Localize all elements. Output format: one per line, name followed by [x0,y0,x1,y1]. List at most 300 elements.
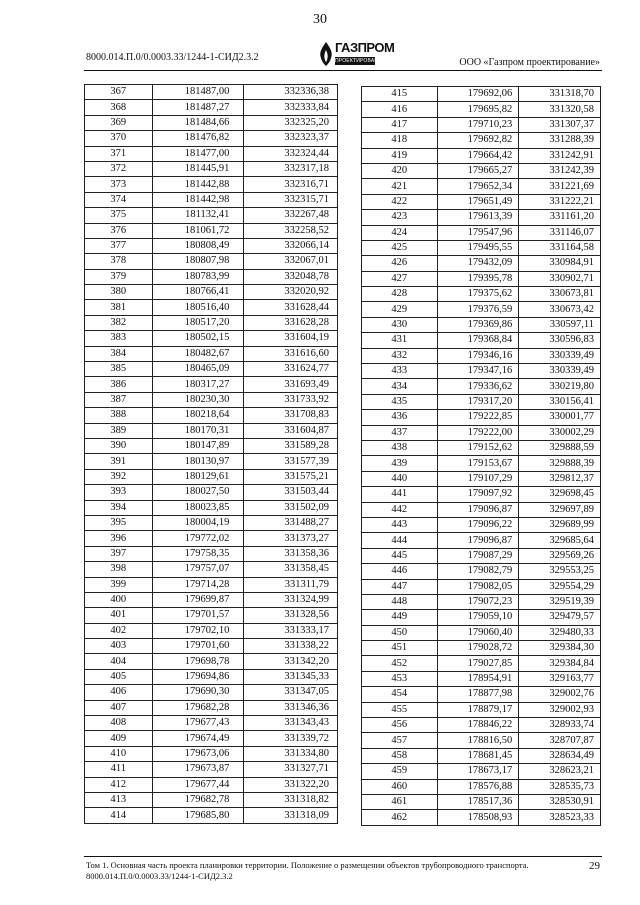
coord-y-cell: 329480,33 [519,625,601,640]
point-number-cell: 421 [362,179,438,194]
coord-y-cell: 331346,36 [244,700,338,715]
point-number-cell: 419 [362,148,438,163]
table-row [362,579,601,594]
coord-y-cell: 330002,29 [519,425,601,440]
coord-x-cell: 179495,55 [437,240,519,255]
coord-y-cell: 329002,93 [519,702,601,717]
point-number-cell: 372 [85,161,153,176]
coord-y-cell: 331311,79 [244,577,338,592]
point-number-cell: 438 [362,440,438,455]
point-number-cell: 381 [85,300,153,315]
coord-y-cell: 331324,99 [244,592,338,607]
table-row [362,548,601,563]
coord-x-cell: 180517,20 [152,315,244,330]
point-number-cell: 383 [85,331,153,346]
coord-x-cell: 180147,89 [152,438,244,453]
coord-x-cell: 179087,29 [437,548,519,563]
coord-y-cell: 331328,56 [244,608,338,623]
point-number-cell: 375 [85,208,153,223]
point-number-cell: 430 [362,317,438,332]
coord-y-cell: 330673,42 [519,302,601,317]
table-row [85,223,338,238]
point-number-cell: 435 [362,394,438,409]
coord-y-cell: 332048,78 [244,269,338,284]
table-row [362,687,601,702]
coord-y-cell: 331318,82 [244,792,338,807]
point-number-cell: 457 [362,733,438,748]
coord-x-cell: 179701,60 [152,639,244,654]
coord-x-cell: 179651,49 [437,194,519,209]
point-number-cell: 403 [85,639,153,654]
coord-x-cell: 179317,20 [437,394,519,409]
table-row [85,362,338,377]
point-number-cell: 446 [362,564,438,579]
coord-x-cell: 179082,05 [437,579,519,594]
point-number-cell: 393 [85,485,153,500]
table-row [85,408,338,423]
coord-y-cell: 329697,89 [519,502,601,517]
table-row [85,454,338,469]
coord-x-cell: 179714,28 [152,577,244,592]
coord-y-cell: 329888,39 [519,456,601,471]
table-row [85,100,338,115]
coord-y-cell: 332020,92 [244,285,338,300]
point-number-cell: 458 [362,748,438,763]
point-number-cell: 404 [85,654,153,669]
coord-x-cell: 178673,17 [437,764,519,779]
point-number-cell: 399 [85,577,153,592]
table-row [362,364,601,379]
coord-y-cell: 329888,59 [519,440,601,455]
point-number-cell: 411 [85,762,153,777]
coord-x-cell: 178846,22 [437,718,519,733]
coordinates-table-left [84,84,338,824]
coord-x-cell: 179673,06 [152,746,244,761]
point-number-cell: 370 [85,131,153,146]
table-row [85,500,338,515]
coord-y-cell: 329812,37 [519,471,601,486]
table-row [85,669,338,684]
table-row [85,700,338,715]
coord-x-cell: 179690,30 [152,685,244,700]
coord-x-cell: 179547,96 [437,225,519,240]
table-row [362,379,601,394]
coord-y-cell: 332066,14 [244,238,338,253]
coord-x-cell: 178879,17 [437,702,519,717]
coord-y-cell: 331488,27 [244,515,338,530]
table-row [362,733,601,748]
coord-x-cell: 179395,78 [437,271,519,286]
coord-x-cell: 179664,42 [437,148,519,163]
coord-x-cell: 179665,27 [437,163,519,178]
coord-y-cell: 330219,80 [519,379,601,394]
coord-y-cell: 329685,64 [519,533,601,548]
point-number-cell: 454 [362,687,438,702]
point-number-cell: 387 [85,392,153,407]
table-row [85,423,338,438]
table-row [85,685,338,700]
coord-x-cell: 178681,45 [437,748,519,763]
point-number-cell: 380 [85,285,153,300]
table-row [362,256,601,271]
coord-x-cell: 179097,92 [437,487,519,502]
coord-y-cell: 331624,77 [244,362,338,377]
footer-doc-code: 8000.014.П.0/0.0003.33/1244-1-СИД2.3.2 [86,871,233,881]
point-number-cell: 431 [362,333,438,348]
coord-x-cell: 179096,22 [437,517,519,532]
coord-y-cell: 328707,87 [519,733,601,748]
point-number-cell: 415 [362,87,438,102]
coord-x-cell: 179346,16 [437,348,519,363]
coord-y-cell: 331318,09 [244,808,338,823]
coord-y-cell: 332323,37 [244,131,338,146]
table-row [85,238,338,253]
coord-x-cell: 179336,62 [437,379,519,394]
table-row [362,440,601,455]
coord-x-cell: 180516,40 [152,300,244,315]
coord-y-cell: 331358,36 [244,546,338,561]
coord-y-cell: 331342,20 [244,654,338,669]
coord-x-cell: 179369,86 [437,317,519,332]
table-row [362,163,601,178]
coord-x-cell: 179692,06 [437,87,519,102]
coord-x-cell: 181445,91 [152,161,244,176]
table-row [85,161,338,176]
point-number-cell: 414 [85,808,153,823]
point-number-cell: 427 [362,271,438,286]
point-number-cell: 433 [362,364,438,379]
table-row [85,485,338,500]
coord-y-cell: 331164,58 [519,240,601,255]
coord-x-cell: 180317,27 [152,377,244,392]
coord-x-cell: 180218,64 [152,408,244,423]
point-number-cell: 394 [85,500,153,515]
coord-x-cell: 179710,23 [437,117,519,132]
table-row [362,333,601,348]
table-row [85,515,338,530]
coord-y-cell: 331307,37 [519,117,601,132]
coord-x-cell: 179682,78 [152,792,244,807]
coord-y-cell: 331343,43 [244,716,338,731]
table-row [85,269,338,284]
coord-y-cell: 331604,19 [244,331,338,346]
footer-divider [84,856,602,857]
coord-x-cell: 179153,67 [437,456,519,471]
coord-x-cell: 180129,61 [152,469,244,484]
point-number-cell: 373 [85,177,153,192]
coord-y-cell: 330597,11 [519,317,601,332]
gazprom-flame-icon [318,42,334,66]
coord-y-cell: 332317,18 [244,161,338,176]
table-row [362,533,601,548]
point-number-cell: 397 [85,546,153,561]
point-number-cell: 452 [362,656,438,671]
coord-x-cell: 180130,97 [152,454,244,469]
coord-x-cell: 179701,57 [152,608,244,623]
coord-x-cell: 179375,62 [437,287,519,302]
coord-y-cell: 329689,99 [519,517,601,532]
point-number-cell: 395 [85,515,153,530]
coord-x-cell: 180766,41 [152,285,244,300]
coord-y-cell: 329698,45 [519,487,601,502]
table-row [85,562,338,577]
coord-y-cell: 329002,76 [519,687,601,702]
footer-title: Том 1. Основная часть проекта планировки территории. Положение о размещении объектов трубопроводного транспорта. [86,860,529,870]
table-row [85,254,338,269]
table-row [362,348,601,363]
coord-y-cell: 329569,26 [519,548,601,563]
coord-y-cell: 330673,81 [519,287,601,302]
point-number-cell: 443 [362,517,438,532]
header-divider [84,70,602,71]
point-number-cell: 374 [85,192,153,207]
point-number-cell: 441 [362,487,438,502]
table-row [85,85,338,100]
table-row [85,777,338,792]
table-row [362,317,601,332]
table-row [85,146,338,161]
coord-y-cell: 330156,41 [519,394,601,409]
point-number-cell: 385 [85,362,153,377]
coord-x-cell: 179096,87 [437,533,519,548]
point-number-cell: 400 [85,592,153,607]
point-number-cell: 432 [362,348,438,363]
coord-y-cell: 331320,58 [519,102,601,117]
coord-x-cell: 179222,00 [437,425,519,440]
point-number-cell: 428 [362,287,438,302]
coord-x-cell: 179698,78 [152,654,244,669]
point-number-cell: 410 [85,746,153,761]
coord-x-cell: 179082,79 [437,564,519,579]
table-row [85,300,338,315]
table-row [85,639,338,654]
table-row [362,117,601,132]
table-row [362,641,601,656]
table-row [362,656,601,671]
table-row [362,87,601,102]
table-row [362,225,601,240]
point-number-cell: 377 [85,238,153,253]
coord-y-cell: 331338,22 [244,639,338,654]
coord-x-cell: 179376,59 [437,302,519,317]
coord-x-cell: 179673,87 [152,762,244,777]
table-row [362,456,601,471]
coord-y-cell: 332333,84 [244,100,338,115]
point-number-cell: 429 [362,302,438,317]
point-number-cell: 460 [362,779,438,794]
point-number-cell: 439 [362,456,438,471]
coord-x-cell: 179652,34 [437,179,519,194]
table-row [362,210,601,225]
coord-y-cell: 329384,30 [519,641,601,656]
logo-sub-text: ПРОЕКТИРОВАНИЕ [335,58,386,64]
coord-y-cell: 328623,21 [519,764,601,779]
table-row [362,517,601,532]
table-row [362,594,601,609]
point-number-cell: 386 [85,377,153,392]
coord-y-cell: 330902,71 [519,271,601,286]
coord-x-cell: 178576,88 [437,779,519,794]
table-row [362,779,601,794]
table-row [362,287,601,302]
coord-x-cell: 180807,98 [152,254,244,269]
point-number-cell: 426 [362,256,438,271]
coord-x-cell: 180808,49 [152,238,244,253]
coord-y-cell: 331575,21 [244,469,338,484]
coord-y-cell: 331589,28 [244,438,338,453]
page-number: 30 [313,12,327,27]
point-number-cell: 409 [85,731,153,746]
point-number-cell: 444 [362,533,438,548]
table-row [85,592,338,607]
coord-y-cell: 328933,74 [519,718,601,733]
coord-y-cell: 331242,91 [519,148,601,163]
coord-y-cell: 331146,07 [519,225,601,240]
coord-y-cell: 332325,20 [244,115,338,130]
table-row [362,764,601,779]
point-number-cell: 440 [362,471,438,486]
point-number-cell: 406 [85,685,153,700]
coord-x-cell: 179027,85 [437,656,519,671]
coord-x-cell: 178877,98 [437,687,519,702]
coord-y-cell: 330339,49 [519,364,601,379]
coord-y-cell: 332315,71 [244,192,338,207]
table-row [362,564,601,579]
table-row [362,133,601,148]
table-row [85,608,338,623]
coord-x-cell: 181477,00 [152,146,244,161]
point-number-cell: 389 [85,423,153,438]
coord-y-cell: 331628,28 [244,315,338,330]
coord-x-cell: 179758,35 [152,546,244,561]
table-row [85,731,338,746]
table-row [85,808,338,823]
coord-x-cell: 179152,62 [437,440,519,455]
table-row [362,194,601,209]
coord-x-cell: 181476,82 [152,131,244,146]
coord-y-cell: 331322,20 [244,777,338,792]
point-number-cell: 378 [85,254,153,269]
table-row [85,792,338,807]
coord-x-cell: 179772,02 [152,531,244,546]
coord-y-cell: 329163,77 [519,671,601,686]
table-row [362,471,601,486]
table-row [85,623,338,638]
coord-x-cell: 179695,82 [437,102,519,117]
table-row [362,179,601,194]
point-number-cell: 416 [362,102,438,117]
point-number-cell: 398 [85,562,153,577]
coord-x-cell: 180027,50 [152,485,244,500]
table-row [85,654,338,669]
coord-y-cell: 331327,71 [244,762,338,777]
coord-y-cell: 329384,84 [519,656,601,671]
coord-y-cell: 331358,45 [244,562,338,577]
table-row [85,131,338,146]
table-row [85,546,338,561]
coord-x-cell: 179222,85 [437,410,519,425]
coord-y-cell: 329553,25 [519,564,601,579]
table-row [85,577,338,592]
point-number-cell: 392 [85,469,153,484]
coord-x-cell: 180465,09 [152,362,244,377]
table-row [85,716,338,731]
point-number-cell: 448 [362,594,438,609]
coord-x-cell: 179694,86 [152,669,244,684]
coord-y-cell: 331693,49 [244,377,338,392]
coord-x-cell: 179347,16 [437,364,519,379]
table-row [362,240,601,255]
coord-x-cell: 179677,43 [152,716,244,731]
coord-x-cell: 178816,50 [437,733,519,748]
point-number-cell: 459 [362,764,438,779]
point-number-cell: 384 [85,346,153,361]
point-number-cell: 445 [362,548,438,563]
point-number-cell: 456 [362,718,438,733]
coord-y-cell: 331347,05 [244,685,338,700]
table-row [362,718,601,733]
coord-x-cell: 179677,44 [152,777,244,792]
coord-x-cell: 181442,88 [152,177,244,192]
coord-y-cell: 331616,60 [244,346,338,361]
company-name: ООО «Газпром проектирование» [459,57,600,68]
coord-x-cell: 181442,98 [152,192,244,207]
coord-y-cell: 331502,09 [244,500,338,515]
coord-x-cell: 179072,23 [437,594,519,609]
point-number-cell: 371 [85,146,153,161]
point-number-cell: 449 [362,610,438,625]
point-number-cell: 425 [362,240,438,255]
coord-x-cell: 181484,66 [152,115,244,130]
table-row [85,346,338,361]
point-number-cell: 376 [85,223,153,238]
footer-page-number: 29 [589,860,600,872]
coord-x-cell: 180230,30 [152,392,244,407]
table-row [362,394,601,409]
coord-y-cell: 332258,52 [244,223,338,238]
point-number-cell: 396 [85,531,153,546]
coord-y-cell: 332316,71 [244,177,338,192]
coord-x-cell: 180482,67 [152,346,244,361]
coord-x-cell: 179685,80 [152,808,244,823]
table-row [362,410,601,425]
table-row [85,746,338,761]
table-row [85,438,338,453]
point-number-cell: 455 [362,702,438,717]
point-number-cell: 401 [85,608,153,623]
table-row [362,748,601,763]
coord-x-cell: 179368,84 [437,333,519,348]
coord-x-cell: 180023,85 [152,500,244,515]
coord-y-cell: 330596,83 [519,333,601,348]
coord-x-cell: 180783,99 [152,269,244,284]
coord-x-cell: 179702,10 [152,623,244,638]
table-row [85,315,338,330]
table-row [85,469,338,484]
coord-x-cell: 181061,72 [152,223,244,238]
gazprom-logo [318,38,395,70]
coord-x-cell: 178508,93 [437,810,519,825]
point-number-cell: 402 [85,623,153,638]
coord-y-cell: 330984,91 [519,256,601,271]
coord-y-cell: 331288,39 [519,133,601,148]
point-number-cell: 451 [362,641,438,656]
coord-x-cell: 179757,07 [152,562,244,577]
document-code: 8000.014.П.0/0.0003.33/1244-1-СИД2.3.2 [86,52,259,63]
coord-x-cell: 180502,15 [152,331,244,346]
table-row [362,425,601,440]
table-row [85,192,338,207]
